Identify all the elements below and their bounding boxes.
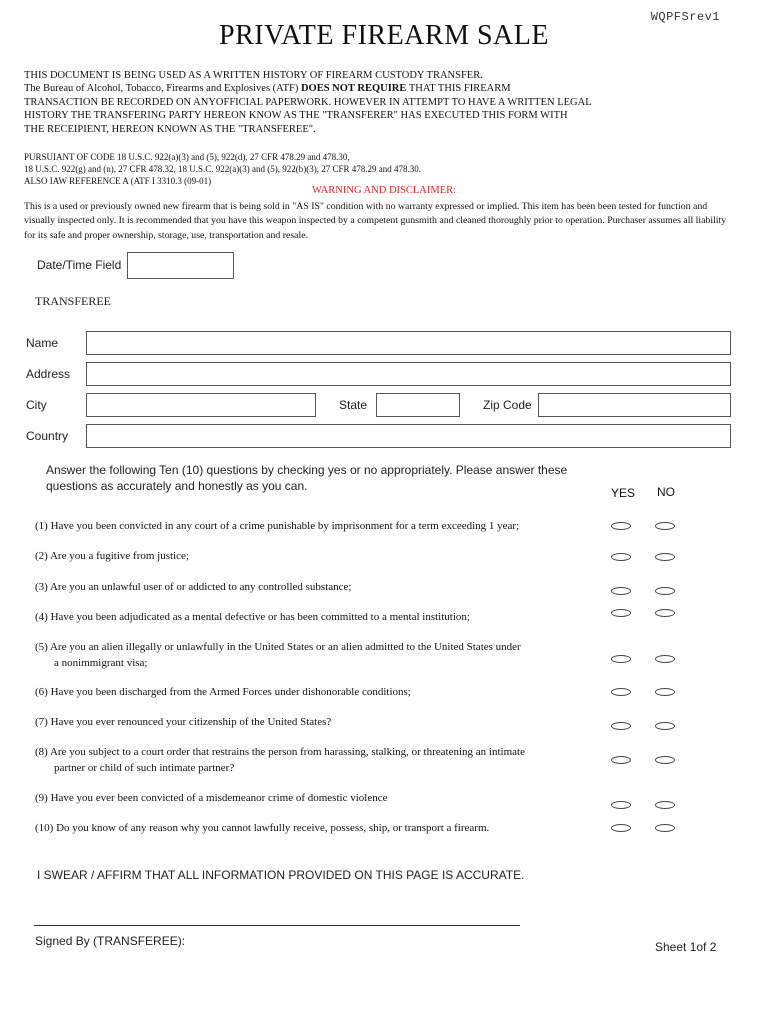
q4-no-radio[interactable] bbox=[655, 609, 675, 617]
q5-no-radio[interactable] bbox=[655, 655, 675, 663]
state-label: State bbox=[339, 398, 368, 412]
country-field[interactable] bbox=[86, 424, 731, 448]
transferee-section-label: TRANSFEREE bbox=[35, 294, 112, 308]
q2-yes-radio[interactable] bbox=[611, 553, 631, 561]
intro-line: HISTORY THE TRANSFERING PARTY HEREON KNOW AS THE "TRANSFERER" HAS EXECUTED THIS FORM WITH bbox=[24, 110, 568, 122]
q9-no-radio[interactable] bbox=[655, 801, 675, 809]
question-1 bbox=[35, 519, 603, 535]
question-10 bbox=[35, 821, 603, 837]
q4-yes-radio[interactable] bbox=[611, 609, 631, 617]
question-text: (7) Have you ever renounced your citizenship of the United States? bbox=[35, 716, 332, 728]
question-text: (8) Are you subject to a court order that restrains the person from harassing, stalking, or threatening an intimate bbox=[35, 746, 525, 758]
page-title: PRIVATE FIREARM SALE bbox=[219, 20, 549, 51]
form-code: WQPFSrev1 bbox=[650, 10, 720, 24]
no-column-header: NO bbox=[657, 485, 675, 499]
affirmation-statement: I SWEAR / AFFIRM THAT ALL INFORMATION PROVIDED ON THIS PAGE IS ACCURATE. bbox=[37, 868, 525, 882]
city-field[interactable] bbox=[86, 393, 316, 417]
legal-line: PURSUIANT OF CODE 18 U.S.C. 922(a)(3) and (5), 922(d), 27 CFR 478.29 and 478.30, bbox=[24, 152, 350, 162]
intro-text-segment: The Bureau of Alcohol, Tobacco, Firearms and Explosives (ATF) bbox=[24, 83, 301, 95]
intro-line: THIS DOCUMENT IS BEING USED AS A WRITTEN HISTORY OF FIREARM CUSTODY TRANSFER. bbox=[24, 70, 483, 81]
city-label: City bbox=[26, 398, 47, 412]
country-label: Country bbox=[26, 429, 69, 443]
question-text: (3) Are you an unlawful user of or addicted to any controlled substance; bbox=[35, 581, 352, 593]
signature-line[interactable] bbox=[34, 925, 520, 926]
question-7 bbox=[35, 715, 603, 731]
q6-yes-radio[interactable] bbox=[611, 688, 631, 696]
yes-column-header: YES bbox=[611, 486, 636, 500]
question-text-continued: a nonimmigrant visa; bbox=[54, 656, 148, 669]
q1-no-radio[interactable] bbox=[655, 522, 675, 530]
signed-by-label: Signed By (TRANSFEREE): bbox=[35, 934, 186, 948]
legal-references bbox=[24, 151, 504, 187]
instruction-line: questions as accurately and honestly as you can. bbox=[46, 479, 308, 493]
question-5 bbox=[35, 640, 603, 671]
question-text: (9) Have you ever been convicted of a misdemeanor crime of domestic violence bbox=[35, 792, 388, 804]
question-9 bbox=[35, 791, 603, 807]
q9-yes-radio[interactable] bbox=[611, 801, 631, 809]
name-label: Name bbox=[26, 336, 59, 350]
q3-no-radio[interactable] bbox=[655, 587, 675, 595]
question-4 bbox=[35, 610, 603, 626]
question-2 bbox=[35, 549, 603, 565]
question-text: (1) Have you been convicted in any court of a crime punishable by imprisonment for a term exceeding 1 year; bbox=[35, 520, 520, 532]
zip-code-label: Zip Code bbox=[483, 398, 532, 412]
intro-text bbox=[24, 69, 664, 136]
q1-yes-radio[interactable] bbox=[611, 522, 631, 530]
question-8 bbox=[35, 745, 603, 776]
q8-no-radio[interactable] bbox=[655, 756, 675, 764]
intro-line bbox=[24, 82, 664, 95]
q10-yes-radio[interactable] bbox=[611, 824, 631, 832]
intro-text-segment: THAT THIS FIREARM bbox=[406, 83, 511, 95]
disclaimer-text: This is a used or previously owned new firearm that is being sold in "AS IS" condition with no warranty expressed or implied. This item has been been tested for function and visually inspected only. It is recommended that you have this weapon inspected by a competent gunsmith and cleaned thoroughly prior to operation. Purchaser assumes all liability for its safe and proper ownership, storage, use, transportation and resale. bbox=[24, 201, 727, 241]
name-field[interactable] bbox=[86, 331, 731, 355]
legal-line: ALSO IAW REFERENCE A (ATF I 3310.3 (09-01) bbox=[24, 176, 212, 186]
q7-yes-radio[interactable] bbox=[611, 722, 631, 730]
question-text: (6) Have you been discharged from the Armed Forces under dishonorable conditions; bbox=[35, 686, 411, 698]
address-field[interactable] bbox=[86, 362, 731, 386]
question-text: (2) Are you a fugitive from justice; bbox=[35, 550, 189, 562]
q2-no-radio[interactable] bbox=[655, 553, 675, 561]
question-6 bbox=[35, 685, 603, 701]
q6-no-radio[interactable] bbox=[655, 688, 675, 696]
q10-no-radio[interactable] bbox=[655, 824, 675, 832]
question-text: (5) Are you an alien illegally or unlawfully in the United States or an alien admitted to the United States under bbox=[35, 641, 521, 653]
intro-emphasis: DOES NOT REQUIRE bbox=[300, 83, 407, 95]
intro-line: THE RECEIPIENT, HEREON KNOWN AS THE "TRANSFEREE". bbox=[24, 123, 316, 135]
date-time-field[interactable] bbox=[127, 252, 234, 279]
date-time-label: Date/Time Field bbox=[37, 258, 122, 272]
question-3 bbox=[35, 580, 603, 596]
zip-code-field[interactable] bbox=[538, 393, 731, 417]
questionnaire-instructions bbox=[46, 462, 586, 494]
legal-line: 18 U.S.C. 922(g) and (n), 27 CFR 478.32, 18 U.S.C. 922(a)(3) and (5), 922(b)(3), 27 CFR 478.29 and 478.30. bbox=[24, 164, 421, 174]
question-text-continued: partner or child of such intimate partner? bbox=[54, 761, 235, 774]
intro-line: TRANSACTION BE RECORDED ON ANYOFFICIAL PAPERWORK. HOWEVER IN ATTEMPT TO HAVE A WRITTEN LEGAL bbox=[24, 96, 592, 108]
sheet-number: Sheet 1of 2 bbox=[655, 940, 717, 954]
question-text: (4) Have you been adjudicated as a mental defective or has been committed to a mental institution; bbox=[35, 611, 470, 623]
state-field[interactable] bbox=[376, 393, 460, 417]
address-label: Address bbox=[26, 367, 71, 381]
q3-yes-radio[interactable] bbox=[611, 587, 631, 595]
instruction-line: Answer the following Ten (10) questions by checking yes or no appropriately. Please answer these bbox=[46, 463, 568, 477]
q5-yes-radio[interactable] bbox=[611, 655, 631, 663]
q7-no-radio[interactable] bbox=[655, 722, 675, 730]
question-text: (10) Do you know of any reason why you cannot lawfully receive, possess, ship, or transport a firearm. bbox=[35, 822, 490, 834]
q8-yes-radio[interactable] bbox=[611, 756, 631, 764]
warning-heading: WARNING AND DISCLAIMER: bbox=[311, 185, 457, 196]
